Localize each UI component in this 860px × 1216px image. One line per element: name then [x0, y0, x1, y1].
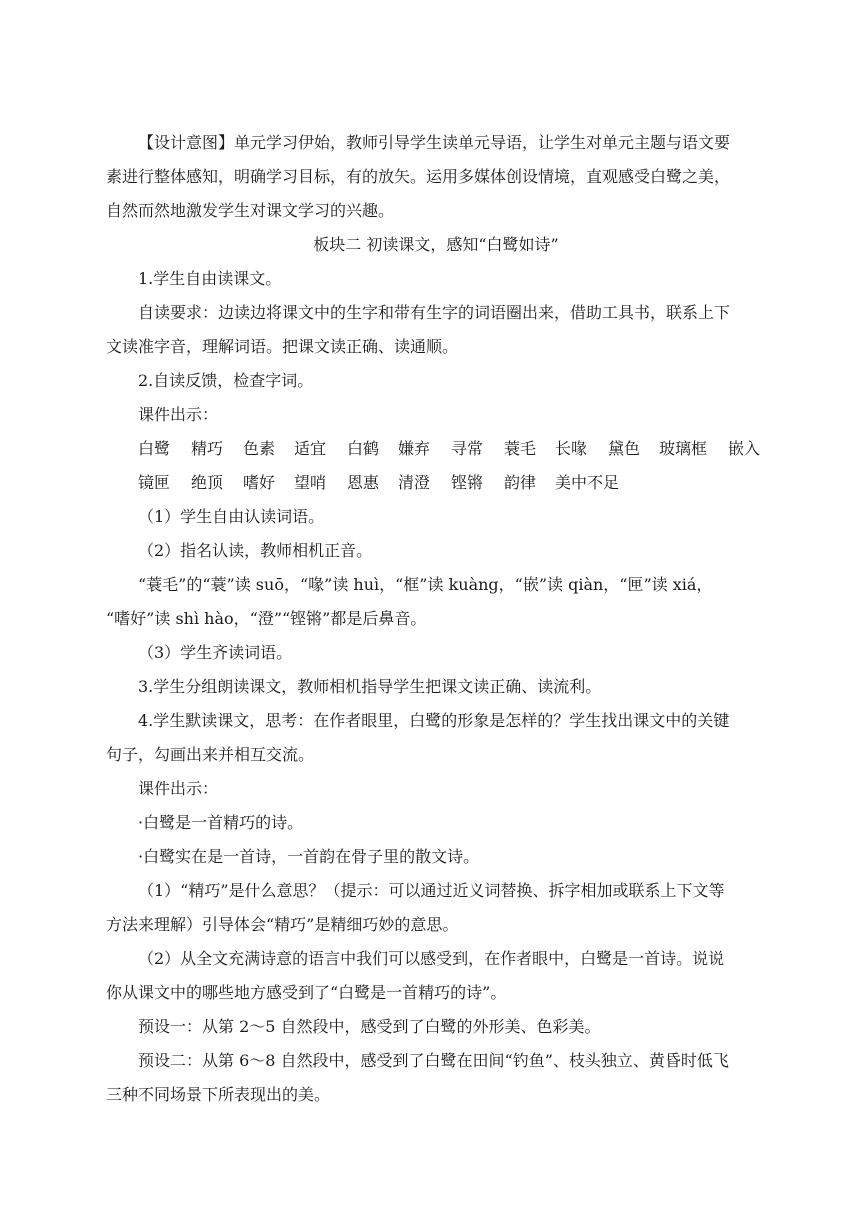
- step-1: 1.学生自由读课文。: [138, 269, 282, 288]
- design-intent-line-1: 【设计意图】单元学习伊始，教师引导学生读单元导语，让学生对单元主题与语文要: [138, 133, 731, 152]
- vocab-word: 嫌弃: [398, 439, 431, 458]
- step-3: 3.学生分组朗读课文，教师相机指导学生把课文读正确、读流利。: [138, 677, 602, 696]
- question-1-line-2: 方法来理解）引导体会“精巧”是精细巧妙的意思。: [106, 915, 459, 934]
- pronunciation-note-line-1: “蓑毛”的“蓑”读 suō，“喙”读 huì，“框”读 kuàng，“嵌”读 qiàn，“匣”读 xiá，: [138, 575, 713, 594]
- substep-1: （1）学生自由认读词语。: [138, 507, 325, 526]
- vocab-word: 白鹤: [347, 439, 380, 458]
- vocab-word: 玻璃框: [659, 439, 708, 458]
- reading-requirement-line-2: 文读准字音，理解词语。把课文读正确、读通顺。: [106, 337, 459, 356]
- vocab-word: 绝顶: [191, 473, 224, 492]
- vocab-word: 适宜: [294, 439, 327, 458]
- vocab-word: 长喙: [555, 439, 588, 458]
- courseware-label-2: 课件出示：: [138, 779, 219, 798]
- vocab-word: 恩惠: [347, 473, 380, 492]
- vocab-word: 清澄: [398, 473, 431, 492]
- bullet-item-2: ·白鹭实在是一首诗，一首韵在骨子里的散文诗。: [138, 847, 480, 866]
- design-intent-line-2: 素进行整体感知，明确学习目标，有的放矢。运用多媒体创设情境，直观感受白鹭之美，: [106, 167, 731, 186]
- vocab-word: 色素: [243, 439, 276, 458]
- reading-requirement-line-1: 自读要求：边读边将课文中的生字和带有生字的词语圈出来，借助工具书，联系上下: [138, 303, 731, 322]
- vocab-word: 美中不足: [555, 473, 620, 492]
- question-2-line-1: （2）从全文充满诗意的语言中我们可以感受到，在作者眼中，白鹭是一首诗。说说: [138, 949, 725, 968]
- step-2: 2.自读反馈，检查字词。: [138, 371, 314, 390]
- question-1-line-1: （1）“精巧”是什么意思？（提示：可以通过近义词替换、拆字相加或联系上下文等: [138, 881, 725, 900]
- vocab-word: 铿锵: [451, 473, 484, 492]
- pronunciation-note-line-2: “嗜好”读 shì hào，“澄”“铿锵”都是后鼻音。: [106, 609, 427, 628]
- preset-2-line-2: 三种不同场景下所表现出的美。: [106, 1085, 331, 1104]
- vocab-word: 嗜好: [243, 473, 276, 492]
- vocab-word: 望哨: [294, 473, 327, 492]
- courseware-label-1: 课件出示：: [138, 405, 219, 424]
- vocab-word: 韵律: [504, 473, 537, 492]
- vocab-word: 精巧: [191, 439, 224, 458]
- substep-3: （3）学生齐读词语。: [138, 643, 293, 662]
- question-2-line-2: 你从课文中的哪些地方感受到了“白鹭是一首精巧的诗”。: [106, 983, 507, 1002]
- design-intent-line-3: 自然而然地激发学生对课文学习的兴趣。: [106, 201, 395, 220]
- section-title: 板块二 初读课文，感知“白鹭如诗”: [313, 235, 559, 254]
- step-4-line-1: 4.学生默读课文，思考：在作者眼里，白鹭的形象是怎样的？学生找出课文中的关键: [138, 711, 730, 730]
- bullet-item-1: ·白鹭是一首精巧的诗。: [138, 813, 304, 832]
- vocab-word: 寻常: [451, 439, 484, 458]
- step-4-line-2: 句子，勾画出来并相互交流。: [106, 745, 315, 764]
- vocab-word: 黛色: [608, 439, 641, 458]
- substep-2: （2）指名认读，教师相机正音。: [138, 541, 373, 560]
- vocab-word: 镜匣: [138, 473, 171, 492]
- vocab-word: 白鹭: [138, 439, 171, 458]
- vocab-word: 嵌入: [728, 439, 761, 458]
- vocab-word: 蓑毛: [504, 439, 537, 458]
- preset-1: 预设一：从第 2～5 自然段中，感受到了白鹭的外形美、色彩美。: [138, 1017, 601, 1036]
- preset-2-line-1: 预设二：从第 6～8 自然段中，感受到了白鹭在田间“钓鱼”、枝头独立、黄昏时低飞: [138, 1051, 729, 1070]
